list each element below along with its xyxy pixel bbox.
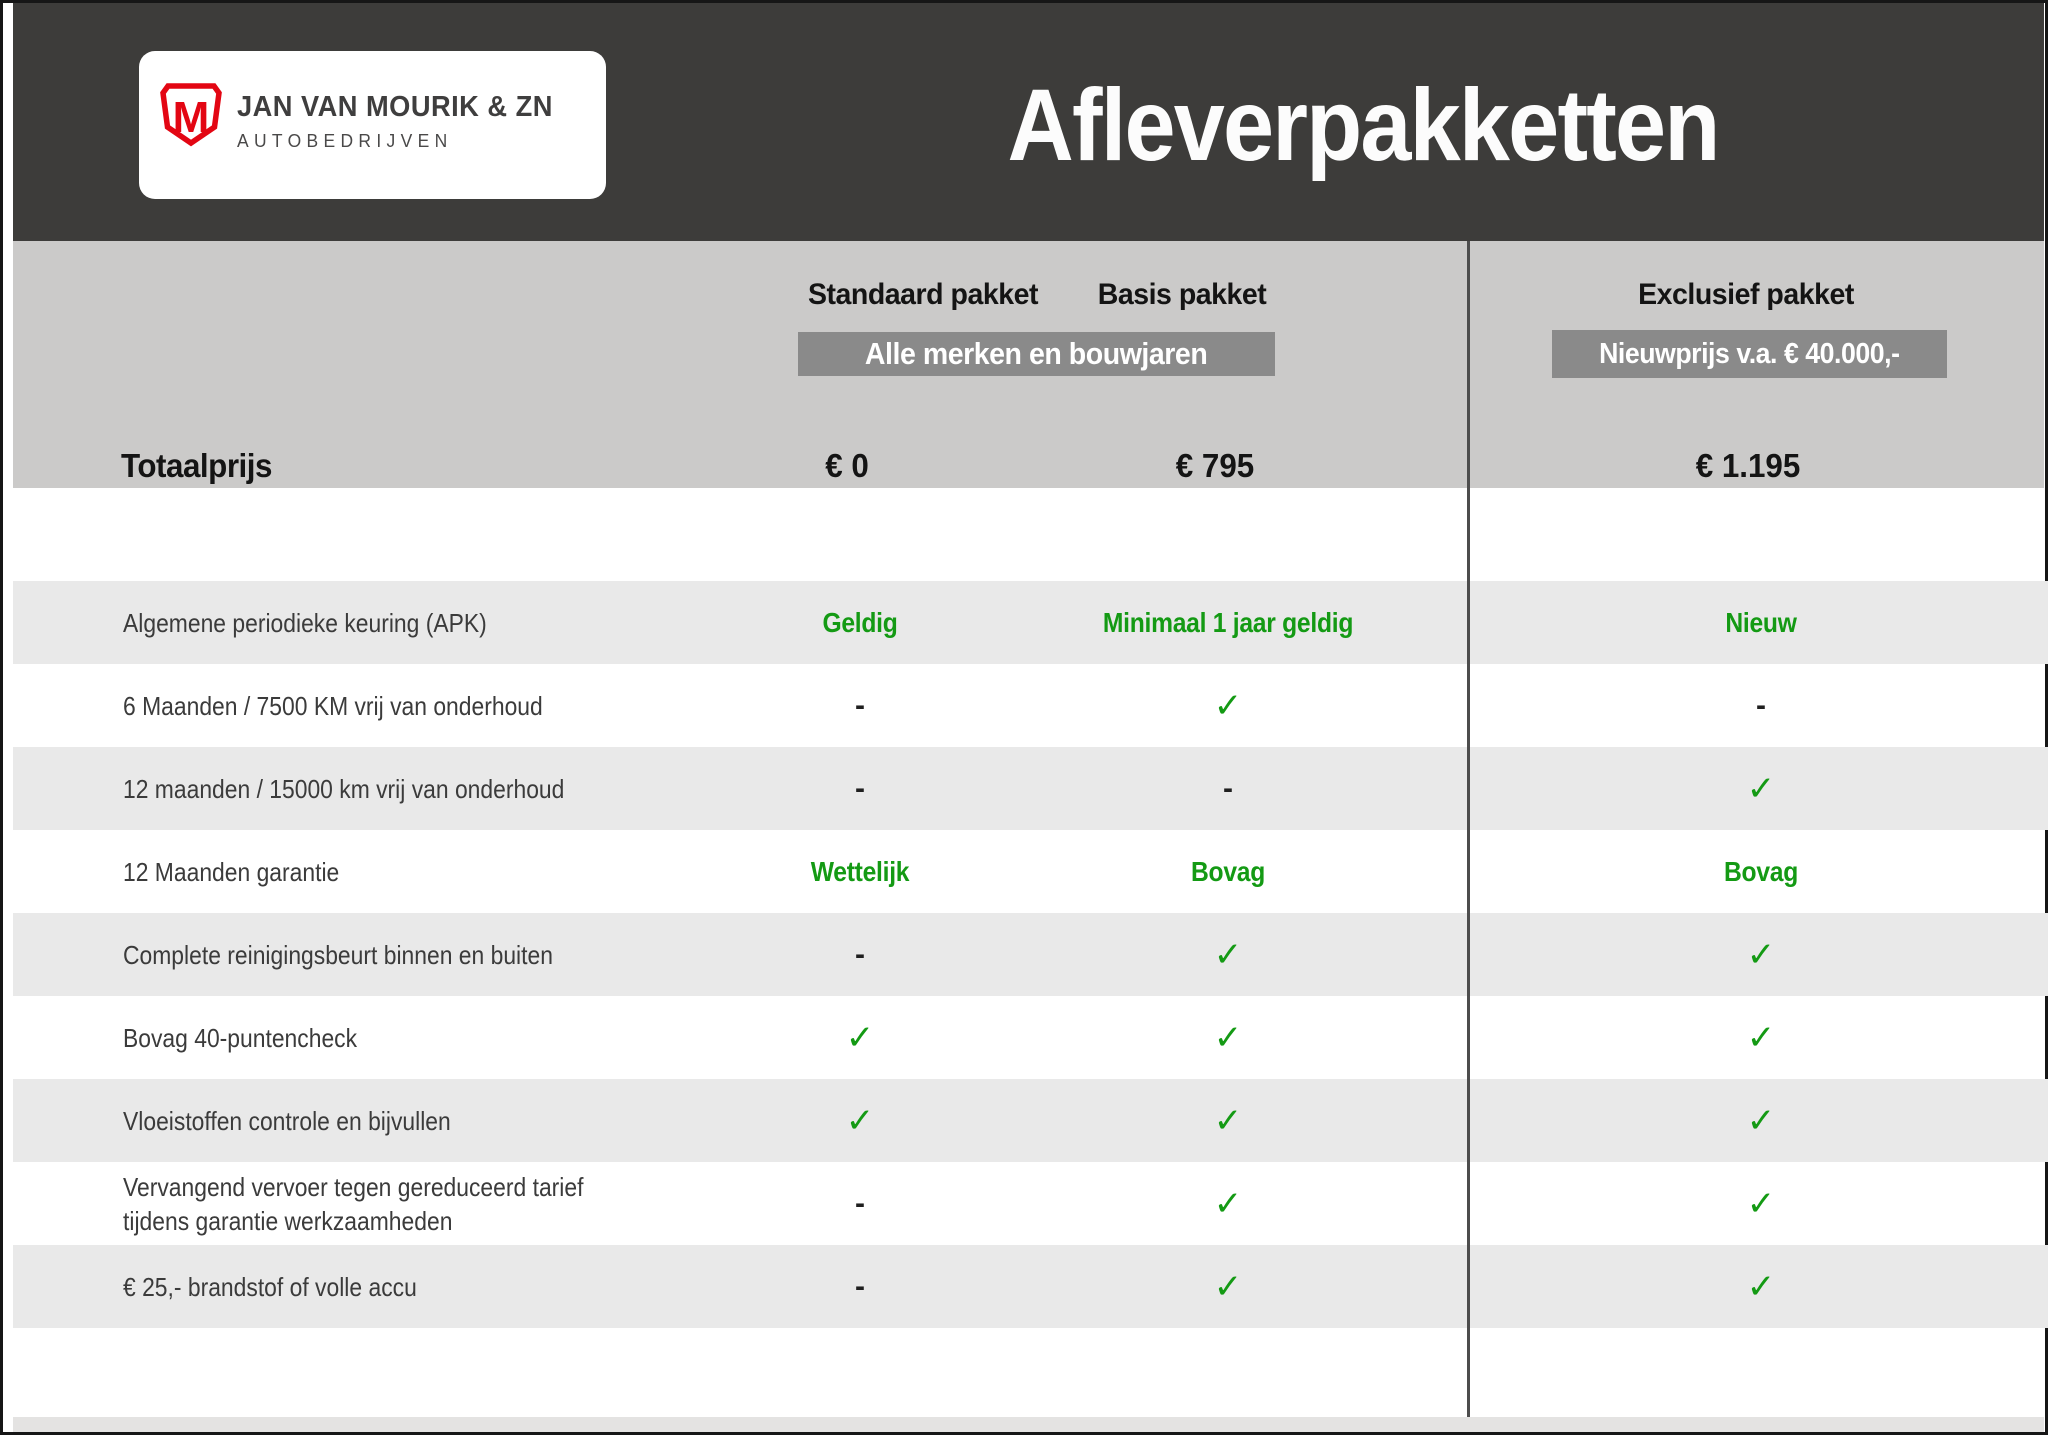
check-icon: ✓ (1213, 1267, 1243, 1306)
feature-value-exclusief: Bovag (1723, 855, 1798, 887)
dash-mark: - (855, 937, 865, 971)
feature-label: Vloeistoffen controle en bijvullen (123, 1105, 451, 1136)
check-icon: ✓ (1213, 1184, 1243, 1223)
feature-row (13, 747, 2048, 830)
check-icon: ✓ (1213, 1101, 1243, 1140)
dash-mark: - (855, 1269, 865, 1303)
logo-subtitle: AUTOBEDRIJVEN (237, 131, 453, 151)
badge-alle-merken-text: Alle merken en bouwjaren (865, 336, 1208, 371)
feature-row (13, 1245, 2048, 1328)
check-icon: ✓ (845, 1101, 875, 1140)
dash-mark: - (855, 771, 865, 805)
feature-label: Vervangend vervoer tegen gereduceerd tarief tijdens garantie werkzaamheden (123, 1171, 584, 1236)
feature-value-basis: Minimaal 1 jaar geldig (1102, 606, 1354, 638)
check-icon: ✓ (1746, 935, 1776, 974)
logo-monogram: M (172, 93, 210, 142)
check-icon: ✓ (1746, 1184, 1776, 1223)
dash-mark: - (855, 1186, 865, 1220)
feature-row (13, 581, 2048, 664)
badge-nieuwprijs-text: Nieuwprijs v.a. € 40.000,- (1599, 337, 1900, 370)
check-icon: ✓ (1746, 1101, 1776, 1140)
column-header-exclusief: Exclusief pakket (1638, 278, 1854, 311)
feature-value-exclusief: Nieuw (1725, 606, 1797, 638)
column-divider-line (1467, 241, 1470, 1432)
feature-label: € 25,- brandstof of volle accu (123, 1271, 417, 1302)
check-icon: ✓ (845, 1018, 875, 1057)
total-price-label: Totaalprijs (121, 447, 272, 484)
badge-alle-merken (798, 332, 1275, 376)
check-icon: ✓ (1213, 1018, 1243, 1057)
price-basis: € 795 (1175, 447, 1255, 484)
check-icon: ✓ (1213, 935, 1243, 974)
price-standaard: € 0 (825, 447, 869, 484)
feature-row (13, 913, 2048, 996)
feature-row (13, 1079, 2048, 1162)
page-title: Afleverpakketten (1007, 68, 1719, 182)
column-header-basis: Basis pakket (1097, 278, 1267, 311)
feature-value-basis: Bovag (1190, 855, 1265, 887)
dash-mark: - (1756, 688, 1766, 722)
feature-label: Complete reinigingsbeurt binnen en buiten (123, 939, 553, 970)
header-band (13, 3, 2044, 241)
check-icon: ✓ (1746, 769, 1776, 808)
feature-label: 12 maanden / 15000 km vrij van onderhoud (123, 773, 565, 804)
feature-label: Algemene periodieke keuring (APK) (123, 607, 487, 638)
price-exclusief: € 1.195 (1695, 447, 1801, 484)
feature-label: Bovag 40-puntencheck (123, 1022, 358, 1053)
feature-row (13, 1162, 2048, 1245)
check-icon: ✓ (1746, 1267, 1776, 1306)
bottom-strip (13, 1417, 2044, 1432)
check-icon: ✓ (1746, 1018, 1776, 1057)
company-logo (139, 51, 606, 199)
feature-value-standaard: Geldig (822, 606, 898, 638)
dash-mark: - (855, 688, 865, 722)
feature-row (13, 996, 2048, 1079)
feature-value-standaard: Wettelijk (810, 855, 910, 887)
feature-label: 12 Maanden garantie (123, 856, 340, 887)
logo-text (237, 91, 597, 152)
logo-company-name: JAN VAN MOURIK & ZN (237, 91, 553, 123)
badge-nieuwprijs (1552, 330, 1947, 378)
feature-label: 6 Maanden / 7500 KM vrij van onderhoud (123, 690, 543, 721)
check-icon: ✓ (1213, 686, 1243, 725)
dash-mark: - (1223, 771, 1233, 805)
shield-m-icon (159, 79, 223, 161)
feature-row (13, 830, 2048, 913)
feature-row (13, 664, 2048, 747)
column-header-standaard: Standaard pakket (808, 278, 1038, 311)
page-border-left (0, 0, 3, 1435)
